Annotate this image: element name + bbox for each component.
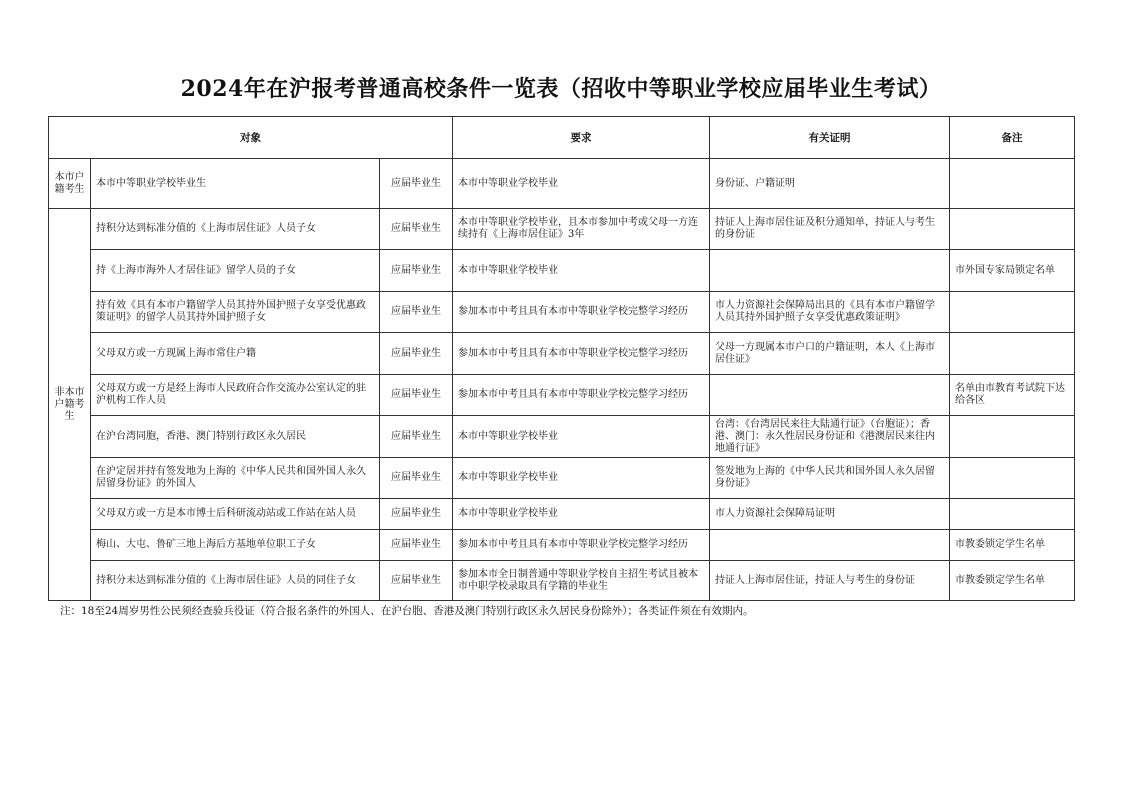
table-row: [49, 375, 1075, 416]
group-nonlocal: 非本市户籍考生: [49, 209, 91, 601]
table-row: [49, 159, 1075, 209]
requirement-cell: 本市中等职业学校毕业: [453, 458, 710, 499]
table-row: [49, 499, 1075, 530]
object-cell: 持积分未达到标准分值的《上海市居住证》人员的同住子女: [91, 561, 380, 601]
proof-cell: [710, 250, 950, 292]
proof-cell: 市人力资源社会保障局证明: [710, 499, 950, 530]
object-cell: 在沪台湾同胞，香港、澳门特别行政区永久居民: [91, 416, 380, 458]
proof-cell: 父母一方现属本市户口的户籍证明，本人《上海市居住证》: [710, 333, 950, 375]
footnote: 注：18至24周岁男性公民须经查验兵役证（符合报名条件的外国人、在沪台胞、香港及澳门特别行政区永久居民身份除外）；各类证件须在有效期内。: [60, 605, 754, 617]
object-cell: 持《上海市海外人才居住证》留学人员的子女: [91, 250, 380, 292]
type-cell: 应届毕业生: [380, 499, 453, 530]
table-row: [49, 561, 1075, 601]
requirement-cell: 本市中等职业学校毕业: [453, 159, 710, 209]
proof-cell: 持证人上海市居住证及积分通知单，持证人与考生的身份证: [710, 209, 950, 250]
header-requirement: 要求: [453, 117, 710, 159]
object-cell: 父母双方或一方是本市博士后科研流动站或工作站在站人员: [91, 499, 380, 530]
header-object: 对象: [49, 117, 453, 159]
proof-cell: 市人力资源社会保障局出具的《具有本市户籍留学人员其持外国护照子女享受优惠政策证明》: [710, 292, 950, 333]
remark-cell: [950, 159, 1075, 209]
requirement-cell: 参加本市中考且具有本市中等职业学校完整学习经历: [453, 530, 710, 561]
header-row: [49, 117, 1075, 159]
object-cell: 父母双方或一方是经上海市人民政府合作交流办公室认定的驻沪机构工作人员: [91, 375, 380, 416]
remark-cell: 市教委锁定学生名单: [950, 530, 1075, 561]
type-cell: 应届毕业生: [380, 530, 453, 561]
type-cell: 应届毕业生: [380, 159, 453, 209]
table-row: [49, 209, 1075, 250]
requirement-cell: 本市中等职业学校毕业: [453, 416, 710, 458]
proof-cell: [710, 375, 950, 416]
requirement-cell: 参加本市中考且具有本市中等职业学校完整学习经历: [453, 292, 710, 333]
type-cell: 应届毕业生: [380, 416, 453, 458]
proof-cell: 台湾：《台湾居民来往大陆通行证》（台胞证）；香港、澳门：永久性居民身份证和《港澳居民来往内地通行证》: [710, 416, 950, 458]
remark-cell: [950, 333, 1075, 375]
requirement-cell: 本市中等职业学校毕业: [453, 250, 710, 292]
remark-cell: [950, 292, 1075, 333]
object-cell: 父母双方或一方现属上海市常住户籍: [91, 333, 380, 375]
requirement-cell: 参加本市中考且具有本市中等职业学校完整学习经历: [453, 375, 710, 416]
proof-cell: 持证人上海市居住证，持证人与考生的身份证: [710, 561, 950, 601]
eligibility-table: [48, 116, 1075, 601]
object-cell: 梅山、大屯、鲁矿三地上海后方基地单位职工子女: [91, 530, 380, 561]
header-remarks: 备注: [950, 117, 1075, 159]
header-proof: 有关证明: [710, 117, 950, 159]
remark-cell: [950, 458, 1075, 499]
proof-cell: 签发地为上海的《中华人民共和国外国人永久居留身份证》: [710, 458, 950, 499]
object-cell: 本市中等职业学校毕业生: [91, 159, 380, 209]
remark-cell: 市教委锁定学生名单: [950, 561, 1075, 601]
page-title: 2024年在沪报考普通高校条件一览表（招收中等职业学校应届毕业生考试）: [180, 76, 942, 102]
table-row: [49, 458, 1075, 499]
table-row: [49, 530, 1075, 561]
type-cell: 应届毕业生: [380, 292, 453, 333]
proof-cell: [710, 530, 950, 561]
remark-cell: [950, 499, 1075, 530]
table-row: [49, 292, 1075, 333]
table-row: [49, 333, 1075, 375]
remark-cell: 名单由市教育考试院下达给各区: [950, 375, 1075, 416]
object-cell: 持积分达到标准分值的《上海市居住证》人员子女: [91, 209, 380, 250]
remark-cell: [950, 209, 1075, 250]
type-cell: 应届毕业生: [380, 250, 453, 292]
type-cell: 应届毕业生: [380, 561, 453, 601]
requirement-cell: 参加本市中考且具有本市中等职业学校完整学习经历: [453, 333, 710, 375]
object-cell: 持有效《具有本市户籍留学人员其持外国护照子女享受优惠政策证明》的留学人员其持外国护照子女: [91, 292, 380, 333]
requirement-cell: 本市中等职业学校毕业，且本市参加中考或父母一方连续持有《上海市居住证》3年: [453, 209, 710, 250]
requirement-cell: 参加本市全日制普通中等职业学校自主招生考试且被本市中职学校录取具有学籍的毕业生: [453, 561, 710, 601]
object-cell: 在沪定居并持有签发地为上海的《中华人民共和国外国人永久居留身份证》的外国人: [91, 458, 380, 499]
table-row: [49, 416, 1075, 458]
proof-cell: 身份证、户籍证明: [710, 159, 950, 209]
type-cell: 应届毕业生: [380, 458, 453, 499]
requirement-cell: 本市中等职业学校毕业: [453, 499, 710, 530]
type-cell: 应届毕业生: [380, 209, 453, 250]
remark-cell: [950, 416, 1075, 458]
remark-cell: 市外国专家局锁定名单: [950, 250, 1075, 292]
type-cell: 应届毕业生: [380, 333, 453, 375]
group-local: 本市户籍考生: [49, 159, 91, 209]
table-row: [49, 250, 1075, 292]
type-cell: 应届毕业生: [380, 375, 453, 416]
